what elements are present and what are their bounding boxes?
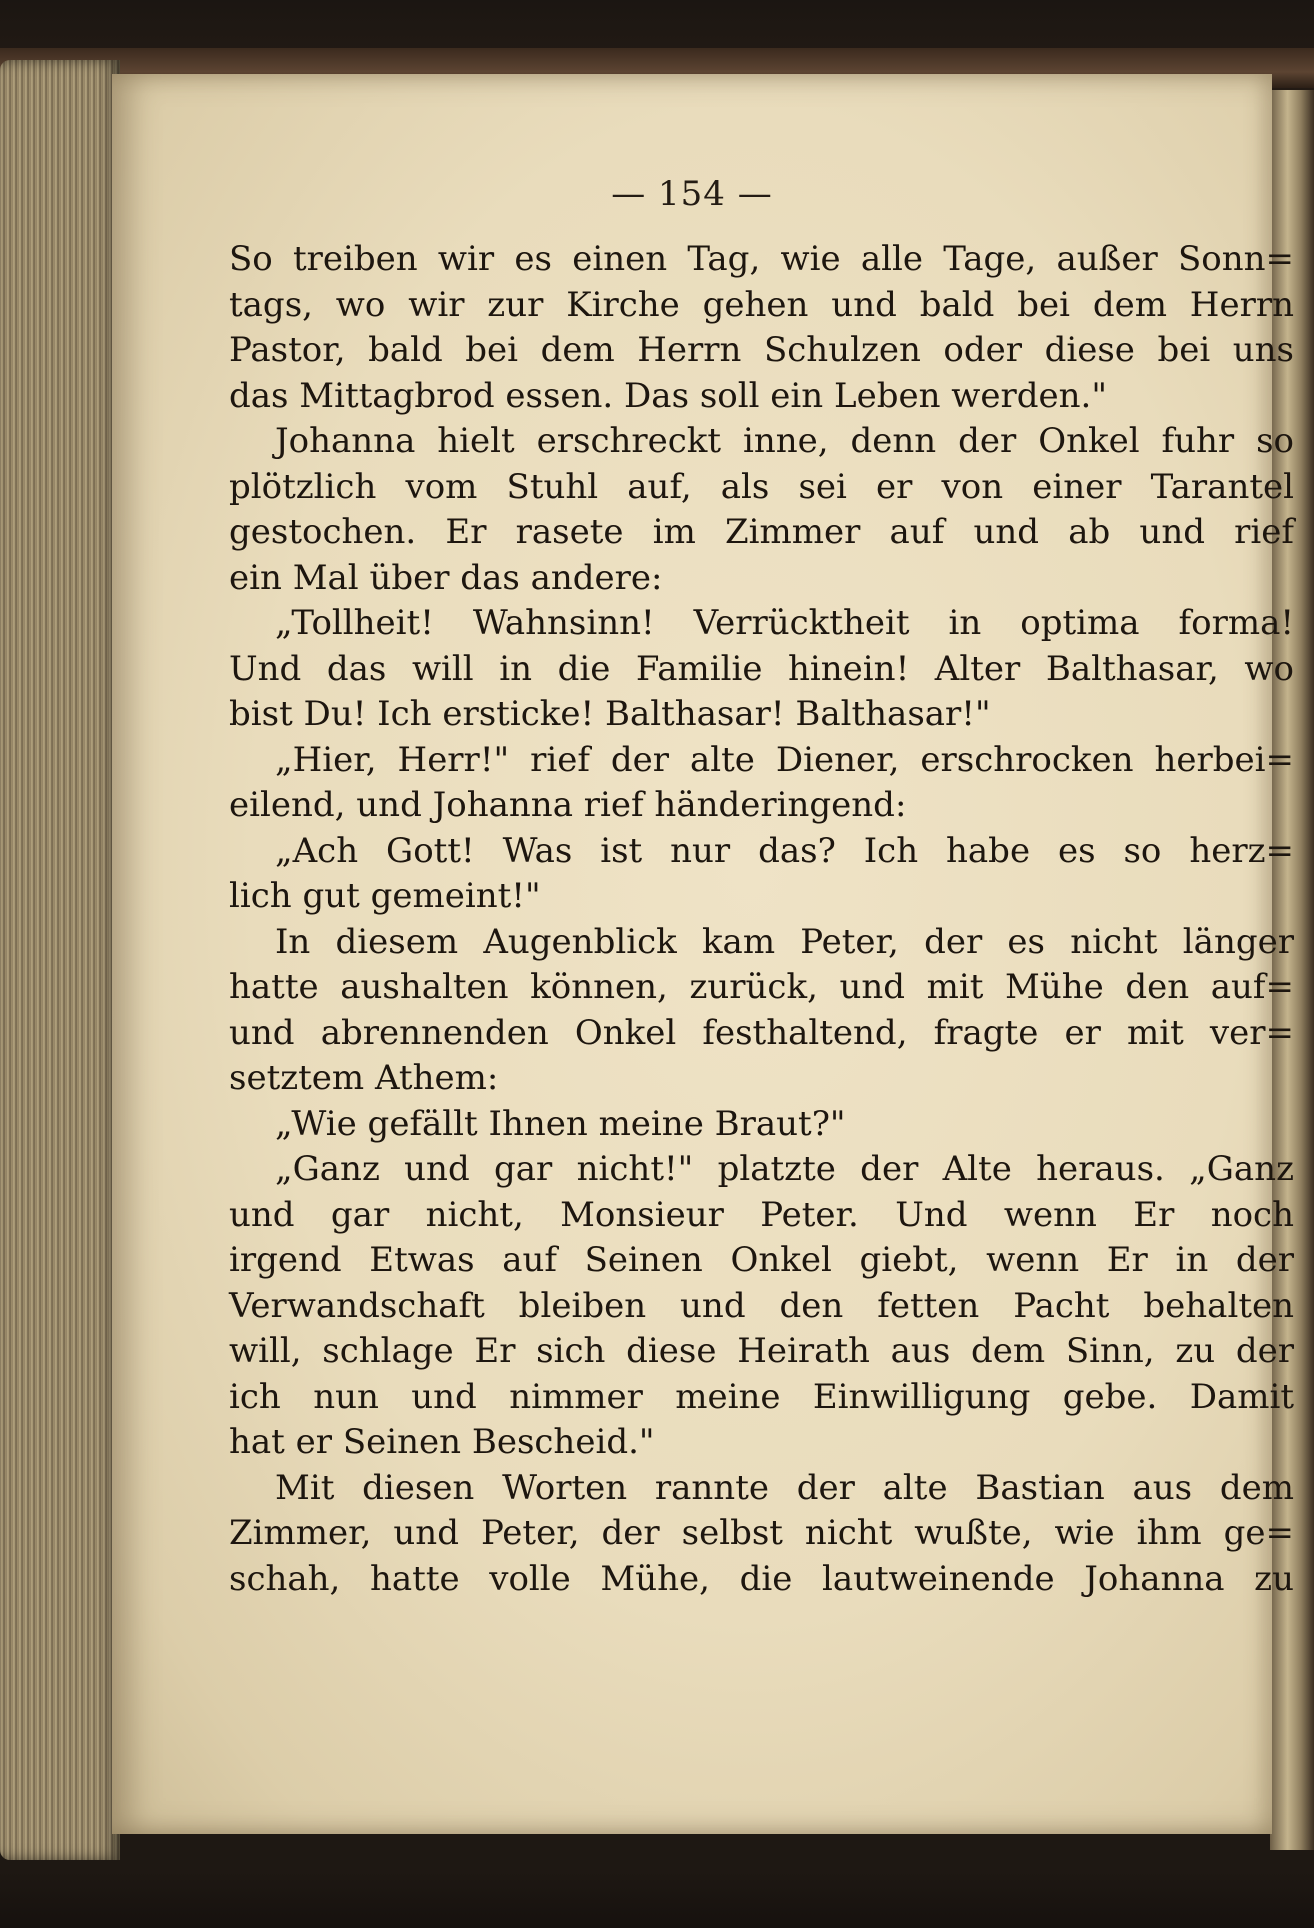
text-line: Pastor, bald bei dem Herrn Schulzen oder diese bei uns (229, 330, 1294, 370)
text-line: schah, hatte volle Mühe, die lautweinende Johanna zu (229, 1558, 1294, 1599)
text-line: eilend, und Johanna rief händeringend: (229, 785, 907, 825)
page-number: — 154 — (611, 174, 773, 214)
body-text (229, 237, 1294, 1602)
text-line: hat er Seinen Bescheid." (229, 1422, 655, 1462)
text-line: hatte aushalten können, zurück, und mit Mühe den auf= (229, 967, 1294, 1007)
text-line: „Ganz und gar nicht!" platzte der Alte heraus. „Ganz (275, 1149, 1294, 1189)
text-line: setztem Athem: (229, 1058, 499, 1098)
text-line: tags, wo wir zur Kirche gehen und bald bei dem Herrn (229, 284, 1294, 325)
page-stack-left-edge (0, 60, 120, 1860)
text-line: und gar nicht, Monsieur Peter. Und wenn Er noch (229, 1194, 1294, 1235)
text-line: plötzlich vom Stuhl auf, als sei er von einer Tarantel (229, 466, 1294, 507)
text-line: Zimmer, und Peter, der selbst nicht wußte, wie ihm ge= (229, 1513, 1294, 1553)
text-line: ich nun und nimmer meine Einwilligung gebe. Damit (229, 1376, 1294, 1417)
text-line: „Tollheit! Wahnsinn! Verrücktheit in optima forma! (275, 603, 1294, 643)
text-line: gestochen. Er rasete im Zimmer auf und ab und rief (229, 512, 1294, 552)
text-line: In diesem Augenblick kam Peter, der es nicht länger (275, 921, 1294, 962)
text-line: bist Du! Ich ersticke! Balthasar! Balthasar!" (229, 694, 991, 734)
text-line: „Ach Gott! Was ist nur das? Ich habe es so herz= (275, 830, 1294, 871)
text-line: Johanna hielt erschreckt inne, denn der Onkel fuhr so (275, 421, 1294, 461)
text-line: Mit diesen Worten rannte der alte Bastian aus dem (275, 1467, 1294, 1508)
text-line: Verwandschaft bleiben und den fetten Pacht behalten (229, 1285, 1294, 1326)
text-line: „Hier, Herr!" rief der alte Diener, erschrocken herbei= (275, 739, 1294, 780)
text-line: das Mittagbrod essen. Das soll ein Leben werden." (229, 375, 1108, 416)
text-line: „Wie gefällt Ihnen meine Braut?" (275, 1103, 846, 1144)
book-page (112, 74, 1294, 1834)
text-line: irgend Etwas auf Seinen Onkel giebt, wenn Er in der (229, 1240, 1294, 1280)
text-line: und abrennenden Onkel festhaltend, fragte er mit ver= (229, 1012, 1294, 1053)
text-line: Und das will in die Familie hinein! Alter Balthasar, wo (229, 648, 1294, 689)
text-line: So treiben wir es einen Tag, wie alle Tage, außer Sonn= (229, 239, 1294, 279)
text-line: will, schlage Er sich diese Heirath aus dem Sinn, zu der (229, 1331, 1294, 1371)
text-line: lich gut gemeint!" (229, 876, 541, 916)
text-line: ein Mal über das andere: (229, 557, 663, 598)
